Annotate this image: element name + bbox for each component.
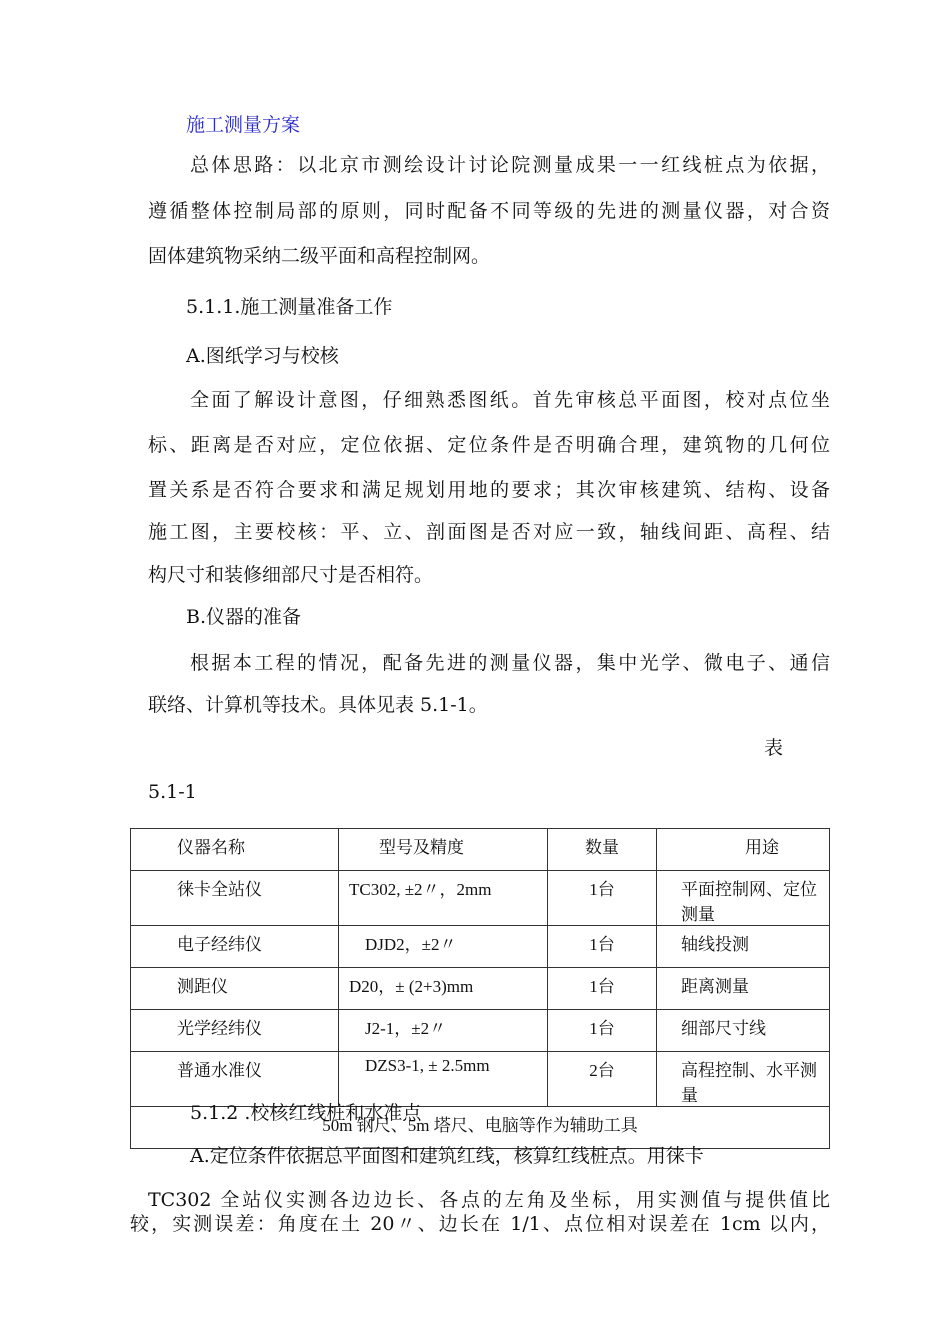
cell-quantity: 2台 [548,1052,657,1107]
cell-instrument-name: 电子经纬仪 [131,926,339,968]
overview-line-2: 遵循整体控制局部的原则，同时配备不同等级的先进的测量仪器，对合资 [148,200,830,222]
table-row [131,968,830,1010]
cell-quantity: 1台 [548,1010,657,1052]
cell-quantity: 1台 [548,926,657,968]
cell-model-accuracy: DZS3-1, ± 2.5mm [339,1052,548,1107]
header-quantity: 数量 [548,829,657,871]
cell-model-accuracy: J2-1，±2〃 [339,1010,548,1052]
cell-purpose: 轴线投测 [657,926,830,968]
header-model-accuracy: 型号及精度 [339,829,548,871]
subA-line-4: 施工图，主要校核：平、立、剖面图是否对应一致，轴线间距、高程、结 [148,521,830,543]
subA-line-5: 构尺寸和装修细部尺寸是否相符。 [148,564,434,586]
section-heading-511: 5.1.1.施工测量准备工作 [186,296,393,318]
cell-purpose: 细部尺寸线 [657,1010,830,1052]
subB-line-2: 联络、计算机等技术。具体见表 5.1-1。 [148,694,488,716]
cell-purpose: 高程控制、水平测量 [657,1052,830,1107]
header-purpose: 用途 [657,829,830,871]
table-row [131,1010,830,1052]
table-caption-number: 5.1-1 [148,781,197,803]
cell-instrument-name: 测距仪 [131,968,339,1010]
subA-line-2: 标、距离是否对应，定位依据、定位条件是否明确合理，建筑物的几何位 [148,434,830,456]
section-heading-512: 5.1.2 .校核红线桩和水准点 [190,1102,422,1124]
cell-model-accuracy: D20，± (2+3)mm [339,968,548,1010]
subheading-a: A.图纸学习与校核 [186,345,339,367]
cell-quantity: 1台 [548,871,657,926]
table-header-row [131,829,830,871]
table-row [131,926,830,968]
cell-quantity: 1台 [548,968,657,1010]
table-row [131,1052,830,1107]
cell-instrument-name: 徕卡全站仪 [131,871,339,926]
table-row [131,871,830,926]
overview-line-3: 固体建筑物采纳二级平面和高程控制网。 [148,245,491,267]
cell-model-accuracy: DJD2，±2〃 [339,926,548,968]
document-title: 施工测量方案 [186,114,301,136]
subA-line-3: 置关系是否符合要求和满足规划用地的要求；其次审核建筑、结构、设备 [148,479,830,501]
cell-purpose: 平面控制网、定位测量 [657,871,830,926]
table-footer-note: 50m 钢尺、5m 塔尺、电脑等作为辅助工具 [131,1107,830,1149]
subA-line-1: 全面了解设计意图，仔细熟悉图纸。首先审核总平面图，校对点位坐 [190,389,830,411]
sec512-line-1: TC302 全站仪实测各边边长、各点的左角及坐标，用实测值与提供值比 [148,1189,830,1211]
cell-instrument-name: 光学经纬仪 [131,1010,339,1052]
cell-instrument-name: 普通水准仪 [131,1052,339,1107]
header-instrument-name: 仪器名称 [131,829,339,871]
sec512-a-line: A.定位条件依据总平面图和建筑红线，核算红线桩点。用徕卡 [190,1145,704,1167]
cell-model-accuracy: TC302, ±2〃，2mm [339,871,548,926]
overview-line-1: 总体思路：以北京市测绘设计讨论院测量成果一一红线桩点为依据， [190,154,830,176]
sec512-line-2: 较，实测误差：角度在土 20〃、边长在 1/1、点位相对误差在 1cm 以内， [130,1213,830,1235]
table-caption-label: 表 [764,737,784,759]
subheading-b: B.仪器的准备 [186,606,302,628]
cell-purpose: 距离测量 [657,968,830,1010]
subB-line-1: 根据本工程的情况，配备先进的测量仪器，集中光学、微电子、通信 [190,652,830,674]
